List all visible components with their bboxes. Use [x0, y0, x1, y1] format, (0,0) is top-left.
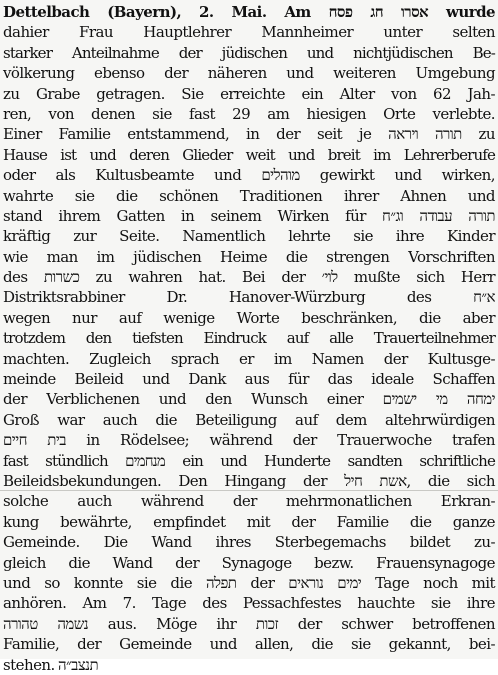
article-line: anhören. Am 7. Tage des Pessachfestes hauchte sie ihre: [3, 594, 495, 613]
article-line: נשמה טהורה aus. Möge ihr זכות der schwer betroffenen: [3, 614, 495, 633]
article-line: zu Grabe getragen. Sie erreichte ein Alter von 62 Jah-: [3, 84, 495, 103]
article-line: wie man im jüdischen Heime die strengen Vorschriften: [3, 247, 495, 266]
article-line: meinde Beileid und Dank aus für das ideale Schaffen: [3, 370, 495, 389]
article-line: Distriktsrabbiner Dr. Hanover-Würzburg des א״ח: [3, 288, 495, 307]
article-line: kung bewährte, empfindet mit der Familie die ganze: [3, 512, 495, 531]
article-line: oder als Kultusbeamte und מוהלים gewirkt und wirken,: [3, 166, 495, 185]
article-line: trotzdem den tiefsten Eindruck auf alle Trauerteilnehmer: [3, 329, 495, 348]
article-line-closing: stehen. תנצב״ה: [3, 655, 99, 674]
article-line: Groß war auch die Beteiligung auf dem altehrwürdigen: [3, 410, 495, 429]
article-line: wegen nur auf wenige Worte beschränken, die aber: [3, 308, 495, 327]
article-line: stand ihrem Gatten in seinem Wirken für תורה עבודה וג״ח: [3, 206, 496, 225]
article-line: solche auch während der mehrmonatlichen Erkran-: [3, 492, 495, 511]
article-line: kräftig zur Seite. Namentlich lehrte sie ihre Kinder: [3, 227, 495, 246]
article-line-dateline: Dettelbach (Bayern), 2. Mai. Am אסרו חג פסח wurde: [3, 3, 495, 21]
article-line: Hause ist und deren Glieder weit und breit im Lehrerberufe: [3, 145, 495, 164]
article-line: machten. Zugleich sprach er im Namen der Kultusge-: [3, 349, 495, 368]
article-line: starker Anteilnahme der jüdischen und nichtjüdischen Be-: [3, 43, 495, 62]
article-line: Einer Familie entstammend, in der seit je תורה ויראה zu: [3, 125, 495, 144]
article-line: gleich die Wand der Synagoge bezw. Frauensynagoge: [3, 553, 495, 572]
article-line: dahier Frau Hauptlehrer Mannheimer unter selten: [3, 23, 495, 42]
article-line: Beileidsbekundungen. Den Hingang der אשת חיל, die sich: [3, 471, 496, 490]
article-line: völkerung ebenso der näheren und weiteren Umgebung: [3, 64, 495, 83]
article-line: der Verblichenen und den Wunsch einer ימחה מי ישמים: [3, 390, 495, 409]
article-line: des כשרות zu wahren hat. Bei der לוי׳ mußte sich Herr: [3, 268, 495, 287]
article-line: Gemeinde. Die Wand ihres Sterbegemachs bildet zu-: [3, 533, 495, 552]
article-text: [3, 2, 495, 675]
article-line: und so konnte sie die תפלה der ימים נוראים Tage noch mit: [3, 573, 496, 592]
article-line: בית חיים in Rödelsee; während der Trauerwoche trafen: [3, 431, 495, 450]
article-line: Familie, der Gemeinde und allen, die sie gekannt, bei-: [3, 635, 495, 654]
article-line: ren, von denen sie fast 29 am hiesigen Orte verlebte.: [3, 104, 495, 123]
article-line: fast stündlich מנחמים ein und Hunderte sandten schriftliche: [3, 451, 495, 470]
article-line: wahrte sie die schönen Traditionen ihrer Ahnen und: [3, 186, 495, 205]
paper-fold-divider: [0, 490, 498, 491]
